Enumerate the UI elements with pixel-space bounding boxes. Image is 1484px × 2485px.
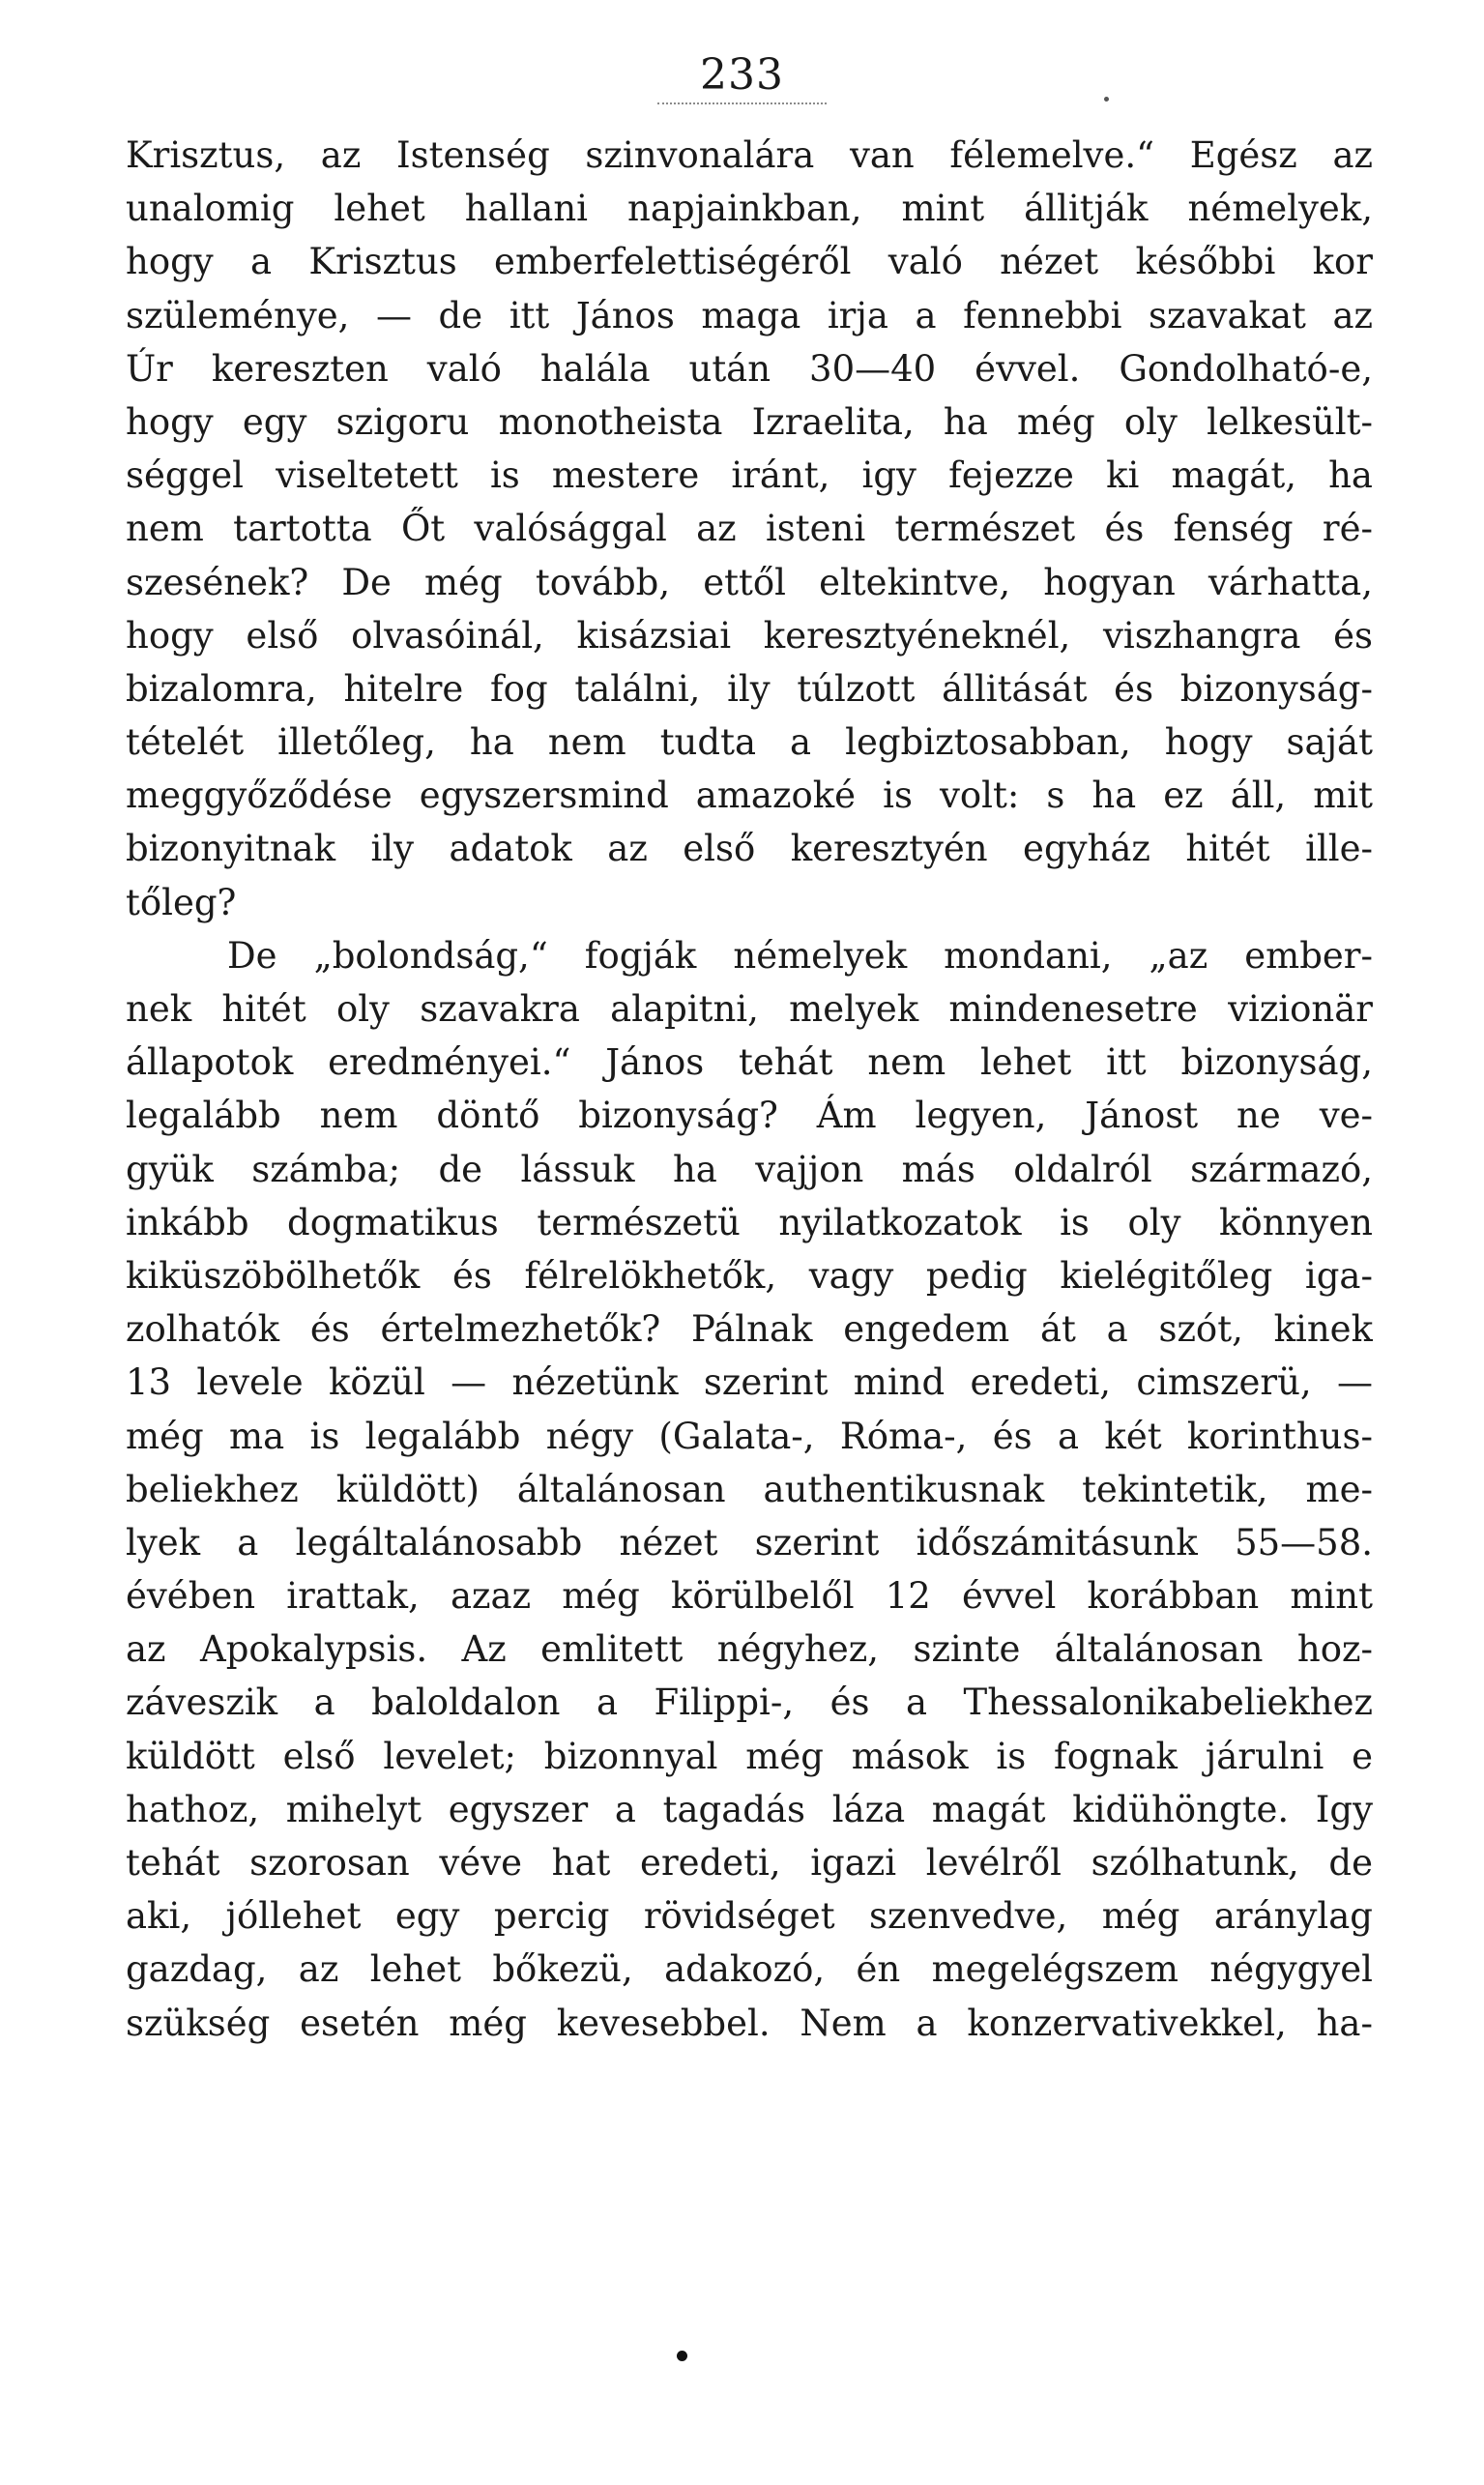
header-ink-dot — [1104, 97, 1109, 102]
text-line: Úr kereszten való halála után 30—40 évvel. Gondolható-e, — [126, 347, 1373, 390]
text-line: évében irattak, azaz még körülbelől 12 évvel korábban mint — [126, 1575, 1373, 1618]
text-line: bizalomra, hitelre fog találni, ily túlzott állitását és bizonyság- — [126, 667, 1373, 710]
body-text — [126, 129, 1373, 2050]
header-ornament-rule — [657, 102, 827, 104]
text-line: legalább nem döntő bizonyság? Ám legyen, Jánost ne ve- — [126, 1095, 1373, 1137]
text-line: 13 levele közül — nézetünk szerint mind eredeti, cimszerü, — — [126, 1361, 1373, 1404]
ink-blot-mark — [677, 2351, 687, 2361]
text-line: meggyőződése egyszersmind amazoké is volt: s ha ez áll, mit — [126, 775, 1373, 817]
text-line: tehát szorosan véve hat eredeti, igazi levélről szólhatunk, de — [126, 1842, 1373, 1884]
text-line: séggel viseltetett is mestere iránt, igy fejezze ki magát, ha — [126, 454, 1373, 497]
text-line: lyek a legáltalánosabb nézet szerint időszámitásunk 55—58. — [126, 1521, 1373, 1564]
text-line: állapotok eredményei.“ János tehát nem lehet itt bizonyság, — [126, 1041, 1373, 1084]
text-line: küldött első levelet; bizonnyal még mások is fognak járulni e — [126, 1735, 1373, 1777]
text-line: az Apokalypsis. Az emlitett négyhez, szinte általánosan hoz- — [126, 1628, 1373, 1671]
text-line: hogy a Krisztus emberfelettiségéről való nézet későbbi kor — [126, 241, 1373, 283]
text-line: beliekhez küldött) általánosan authentikusnak tekintetik, me- — [126, 1468, 1373, 1510]
text-line: nem tartotta Őt valósággal az isteni természet és fenség ré- — [126, 508, 1373, 550]
text-line: zolhatók és értelmezhetők? Pálnak engedem át a szót, kinek — [126, 1308, 1373, 1351]
text-line: hogy első olvasóinál, kisázsiai keresztyéneknél, viszhangra és — [126, 614, 1373, 657]
text-line: nek hitét oly szavakra alapitni, melyek mindenesetre vizionär — [126, 988, 1373, 1030]
text-line: bizonyitnak ily adatok az első keresztyén egyház hitét ille- — [126, 828, 1373, 870]
text-line: inkább dogmatikus természetü nyilatkozatok is oly könnyen — [126, 1201, 1373, 1243]
text-line: gyük számba; de lássuk ha vajjon más oldalról származó, — [126, 1148, 1373, 1190]
text-line: záveszik a baloldalon a Filippi-, és a Thessalonikabeliekhez — [126, 1681, 1373, 1724]
text-line: aki, jóllehet egy percig rövidséget szenvedve, még aránylag — [126, 1895, 1373, 1938]
paragraph-start-line: De „bolondság,“ fogják némelyek mondani, „az ember- — [227, 934, 1373, 977]
text-line: Krisztus, az Istenség szinvonalára van félemelve.“ Egész az — [126, 134, 1373, 176]
text-line: hogy egy szigoru monotheista Izraelita, ha még oly lelkesült- — [126, 400, 1373, 443]
text-line: tételét illetőleg, ha nem tudta a legbiztosabban, hogy saját — [126, 721, 1373, 764]
paragraph-end-line: tőleg? — [126, 881, 237, 923]
text-line: hathoz, mihelyt egyszer a tagadás láza magát kidühöngte. Igy — [126, 1788, 1373, 1830]
text-line: unalomig lehet hallani napjainkban, mint állitják némelyek, — [126, 188, 1373, 230]
text-line: gazdag, az lehet bőkezü, adakozó, én megelégszem négygyel — [126, 1948, 1373, 1991]
page-number: 233 — [700, 50, 784, 100]
text-line: kiküszöbölhetők és félrelökhetők, vagy pedig kielégitőleg iga- — [126, 1254, 1373, 1297]
text-line: szesének? De még tovább, ettől eltekintve, hogyan várhatta, — [126, 561, 1373, 603]
text-line: szüleménye, — de itt János maga irja a fennebbi szavakat az — [126, 294, 1373, 336]
text-line: szükség esetén még kevesebbel. Nem a konzervativekkel, ha- — [126, 2002, 1373, 2044]
text-line: még ma is legalább négy (Galata-, Róma-, és a két korinthus- — [126, 1415, 1373, 1457]
